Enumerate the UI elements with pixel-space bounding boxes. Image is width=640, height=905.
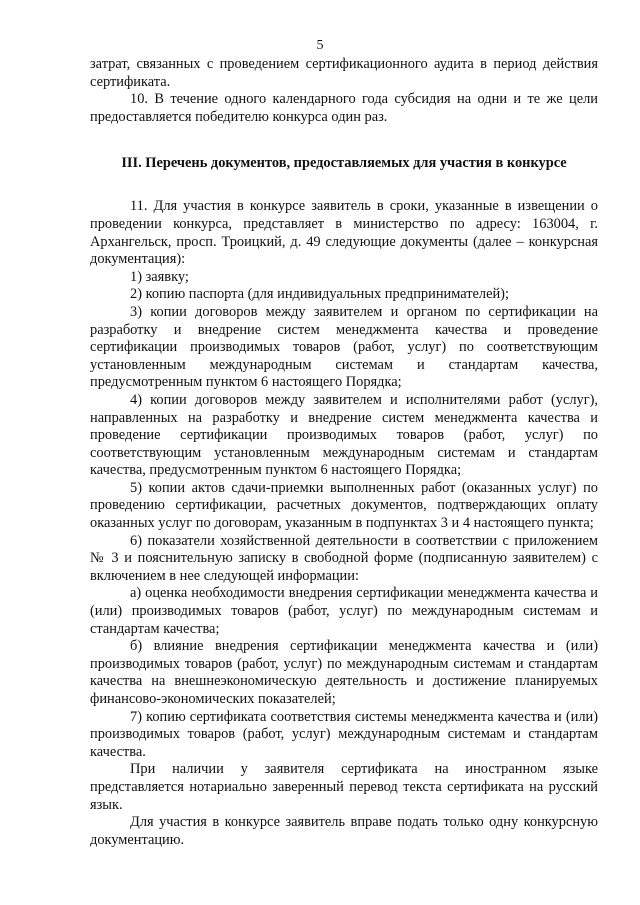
paragraph-translation: При наличии у заявителя сертификата на иностранном языке представляется нотариально заверенный перевод текста сертификата на русский язык. xyxy=(90,761,598,813)
list-item-5: 5) копии актов сдачи-приемки выполненных работ (оказанных услуг) по проведению сертификации, расчетных документов, подтверждающих оплату оказанных услуг по договорам, указанным в подпунктах 3 и 4 настоящего пункта; xyxy=(90,479,598,532)
paragraph-single-submission: Для участия в конкурсе заявитель вправе подать только одну конкурсную документацию. xyxy=(90,814,598,848)
section-heading: III. Перечень документов, предоставляемых для участия в конкурсе xyxy=(121,155,567,172)
list-item-3: 3) копии договоров между заявителем и органом по сертификации на разработку и внедрение систем менеджмента качества и проведение сертификации производимых товаров (работ, услуг) по соответствующим установленным международным системам и стандартам качества, предусмотренным пунктом 6 настоящего Порядка; xyxy=(90,303,598,391)
list-item-2: 2) копию паспорта (для индивидуальных предпринимателей); xyxy=(130,286,509,303)
list-item-6a: а) оценка необходимости внедрения сертификации менеджмента качества и (или) производимых товаров (работ, услуг) по международным системам и стандартам качества; xyxy=(90,585,598,637)
list-item-1: 1) заявку; xyxy=(130,268,189,285)
list-item-4: 4) копии договоров между заявителем и исполнителями работ (услуг), направленных на разработку и внедрение систем менеджмента качества и проведение сертификации производимых товаров (работ, услуг) по соответствующим установленным международным системам и стандартам качества, предусмотренным пунктом 6 настоящего Порядка; xyxy=(90,391,598,479)
list-item-7: 7) копию сертификата соответствия системы менеджмента качества и (или) производимых товаров (работ, услуг) международным системам и стандартам качества. xyxy=(90,708,598,760)
document-body xyxy=(90,56,598,849)
page-number: 5 xyxy=(316,38,324,53)
list-item-6b: б) влияние внедрения сертификации менеджмента качества и (или) производимых товаров (работ, услуг) по международным системам и стандартам качества на внешнеэкономическую деятельность и достижение планируемых финансово-экономических показателей; xyxy=(90,638,598,707)
paragraph-11: 11. Для участия в конкурсе заявитель в сроки, указанные в извещении о проведении конкурса, представляет в министерство по адресу: 163004, г. Архангельск, просп. Троицкий, д. 49 следующие документы (далее – конкурсная документация): xyxy=(90,198,598,268)
list-item-6: 6) показатели хозяйственной деятельности в соответствии с приложением № 3 и пояснительную записку в свободной форме (подписанную заявителем) с включением в нее следующей информации: xyxy=(90,532,598,584)
paragraph-10: 10. В течение одного календарного года субсидия на одни и те же цели предоставляется победителю конкурса один раз. xyxy=(90,91,598,125)
paragraph-continuation: затрат, связанных с проведением сертификационного аудита в период действия сертификата. xyxy=(90,56,598,90)
